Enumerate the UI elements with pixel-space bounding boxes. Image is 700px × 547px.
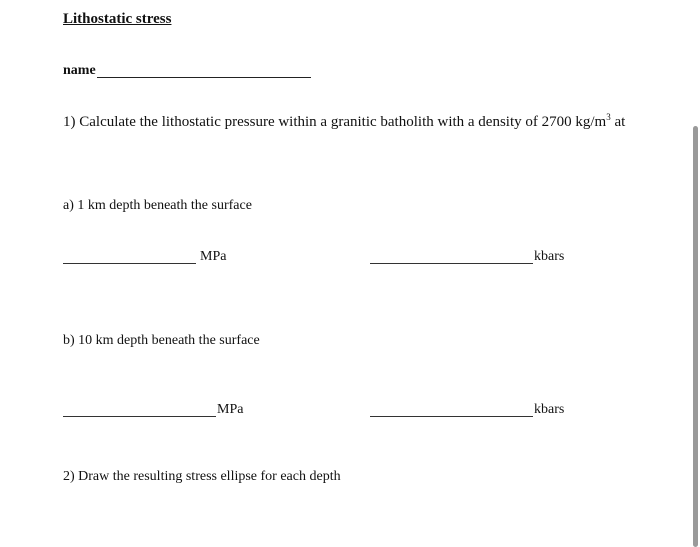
worksheet-title: Lithostatic stress [63, 11, 172, 27]
part-b-kbars-unit: kbars [534, 402, 565, 417]
part-a-kbars-unit: kbars [534, 249, 565, 264]
part-a-mpa-answer-line[interactable] [63, 263, 196, 264]
question-1-superscript: 3 [606, 112, 611, 122]
question-1-text: 1) Calculate the lithostatic pressure within a granitic batholith with a density of 2700 kg/m [63, 114, 607, 130]
part-b-kbars-answer-line[interactable] [370, 416, 533, 417]
name-answer-line[interactable] [97, 77, 311, 78]
question-1-text-end: at [610, 114, 626, 130]
part-b-mpa-answer-line[interactable] [63, 416, 216, 417]
part-b-label: b) 10 km depth beneath the surface [63, 333, 260, 348]
question-1 [63, 114, 625, 131]
part-b-mpa-unit: MPa [217, 402, 244, 417]
part-a-label: a) 1 km depth beneath the surface [63, 198, 252, 213]
part-a-kbars-answer-line[interactable] [370, 263, 533, 264]
vertical-scrollbar[interactable] [693, 126, 698, 547]
part-a-mpa-unit: MPa [200, 249, 227, 264]
name-label: name [63, 63, 96, 78]
question-2: 2) Draw the resulting stress ellipse for each depth [63, 469, 341, 484]
